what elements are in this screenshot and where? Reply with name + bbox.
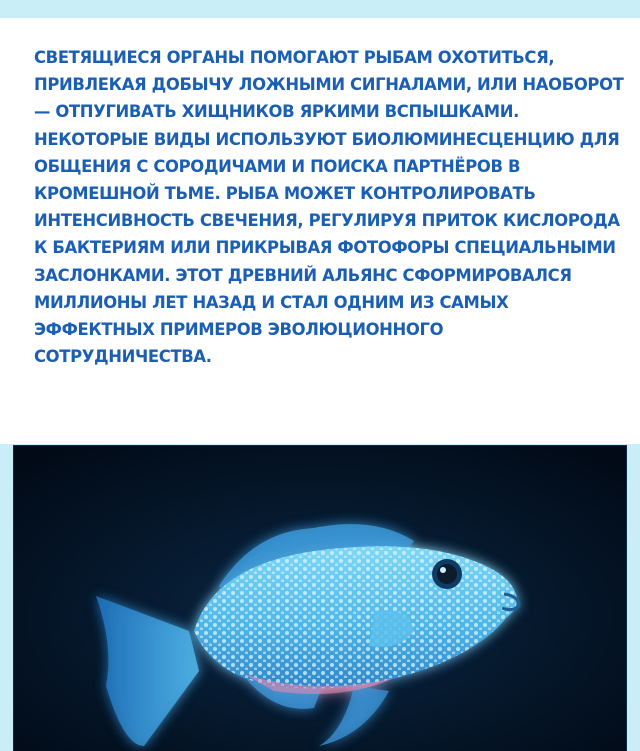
article-text: СВЕТЯЩИЕСЯ ОРГАНЫ ПОМОГАЮТ РЫБАМ ОХОТИТЬСЯ, ПРИВЛЕКАЯ ДОБЫЧУ ЛОЖНЫМИ СИГНАЛАМИ, ИЛИ НАОБОРОТ — ОТПУГИВАТЬ ХИЩНИКОВ ЯРКИМИ ВСПЫШКАМИ. НЕКОТОРЫЕ ВИДЫ ИСПОЛЬЗУЮТ БИОЛЮМИНЕСЦЕНЦИЮ ДЛЯ ОБЩЕНИЯ С СОРОДИЧАМИ И ПОИСКА ПАРТНЁРОВ В КРОМЕШНОЙ ТЬМЕ. РЫБА МОЖЕТ КОНТРОЛИРОВАТЬ ИНТЕНСИВНОСТЬ СВЕЧЕНИЯ, РЕГУЛИРУЯ ПРИТОК КИСЛОРОДА К БАКТЕРИЯМ ИЛИ ПРИКРЫВАЯ ФОТОФОРЫ СПЕЦИАЛЬНЫМИ ЗАСЛОНКАМИ. ЭТОТ ДРЕВНИЙ АЛЬЯНС СФОРМИРОВАЛСЯ МИЛЛИОНЫ ЛЕТ НАЗАД И СТАЛ ОДНИМ ИЗ САМЫХ ЭФФЕКТНЫХ ПРИМЕРОВ ЭВОЛЮЦИОННОГО СОТРУДНИЧЕСТВА. bbox=[34, 48, 624, 367]
fish-illustration bbox=[14, 446, 626, 751]
photo-area bbox=[0, 444, 640, 751]
top-accent-strip bbox=[0, 0, 640, 18]
fish-photo bbox=[14, 446, 626, 751]
